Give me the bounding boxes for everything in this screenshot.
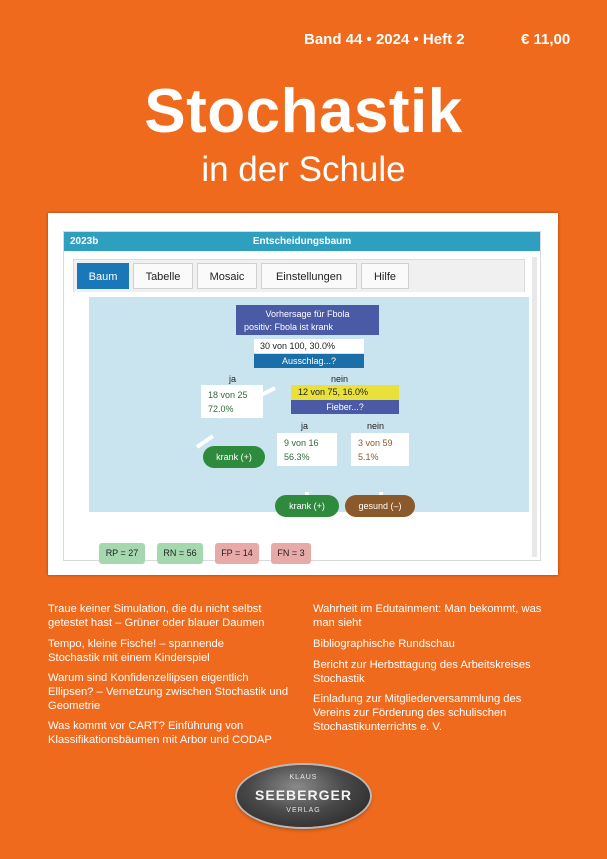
left-pct: 72.0% [208, 404, 234, 414]
app-title: Entscheidungsbaum [252, 236, 352, 247]
mid-count: 12 von 75, 16.0% [291, 385, 399, 400]
cover-screenshot [48, 213, 558, 575]
branch-label-nein-2: nein [367, 421, 385, 431]
branch-label-ja-2: ja [301, 421, 309, 431]
mid-question[interactable]: Fieber...? [291, 400, 399, 414]
article-left-1: Traue keiner Simulation, die du nicht selbst getestet hast – Grüner oder blauer Daumen [48, 603, 265, 629]
mr-pct: 5.1% [358, 452, 379, 462]
tab-einstellungen[interactable]: Einstellungen [261, 263, 357, 289]
article-left-3: Warum sind Konfidenzellipsen eigentlich Ellipsen? – Vernetzung zwischen Stochastik und Geometrie [48, 672, 289, 712]
root-count: 30 von 100, 30.0% [254, 339, 364, 353]
logo-bottom-text: VERLAG [286, 807, 321, 814]
app-titlebar [64, 232, 540, 251]
article-left-2: Tempo, kleine Fische! – spannende Stochastik mit einem Kinderspiel [48, 638, 224, 664]
issue-info: Band 44 • 2024 • Heft 2 [304, 31, 465, 48]
tab-mosaic[interactable]: Mosaic [197, 263, 257, 289]
scrollbar[interactable] [532, 257, 537, 557]
left-count: 18 von 25 [208, 390, 248, 400]
left-node [201, 385, 263, 418]
article-right-4: Einladung zur Mitgliederversammlung des Vereins zur Förderung des schulischen Stochastikunterrichts e. V. [313, 693, 522, 733]
tab-baum[interactable]: Baum [77, 263, 129, 289]
article-left-4: Was kommt vor CART? Einführung von Klassifikationsbäumen mit Arbor und CODAP [48, 720, 272, 746]
root-header [236, 305, 379, 335]
mid-right-node [351, 433, 409, 466]
metric-rp: RP = 27 [99, 543, 145, 564]
root-title-1: Vorhersage für Fbola [265, 309, 350, 319]
price: € 11,00 [521, 31, 571, 48]
branch-label-nein: nein [331, 374, 349, 384]
ml-pct: 56.3% [284, 452, 310, 462]
journal-title: Stochastik [144, 77, 463, 146]
branch-label-ja: ja [229, 374, 237, 384]
root-question[interactable]: Ausschlag...? [254, 354, 364, 368]
leaf-gesund: gesund (–) [345, 495, 415, 517]
decision-tree [89, 297, 529, 512]
journal-subtitle: in der Schule [201, 150, 406, 189]
article-right-3: Bericht zur Herbsttagung des Arbeitskreises Stochastik [313, 659, 531, 685]
app-window [63, 231, 541, 561]
tab-hilfe[interactable]: Hilfe [361, 263, 409, 289]
app-id: 2023b [70, 236, 99, 247]
tab-tabelle[interactable]: Tabelle [133, 263, 193, 289]
leaf-krank-1: krank (+) [203, 446, 265, 468]
metric-fn: FN = 3 [271, 543, 311, 564]
article-right-1: Wahrheit im Edutainment: Man bekommt, was man sieht [313, 603, 542, 629]
publisher-logo [237, 765, 370, 827]
metric-fp: FP = 14 [215, 543, 259, 564]
metric-rn: RN = 56 [157, 543, 203, 564]
logo-top-text: KLAUS [289, 774, 318, 781]
article-right-2: Bibliographische Rundschau [313, 638, 455, 650]
logo-name: SEEBERGER [255, 787, 352, 803]
root-title-2: positiv: Fbola ist krank [244, 322, 334, 332]
ml-count: 9 von 16 [284, 438, 319, 448]
mid-left-node [277, 433, 337, 466]
leaf-krank-2: krank (+) [275, 495, 339, 517]
tab-bar [73, 259, 525, 292]
mr-count: 3 von 59 [358, 438, 393, 448]
